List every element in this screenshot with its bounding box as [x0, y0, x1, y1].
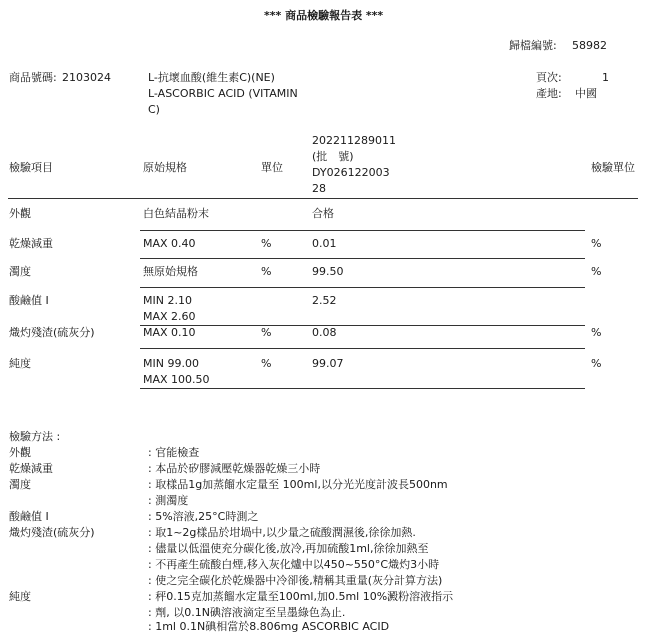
row-item: 乾燥減重	[9, 237, 53, 250]
archive-label: 歸檔編號:	[509, 39, 557, 52]
method-label: 乾燥減重	[9, 462, 53, 475]
row-item: 濁度	[9, 265, 31, 278]
header-spec: 原始規格	[143, 161, 187, 174]
method-text: : 官能檢查	[148, 446, 200, 459]
row-test-unit: %	[591, 265, 602, 278]
method-text: : 使之完全碳化於乾燥器中冷卻後,精稱其重量(灰分計算方法)	[148, 574, 443, 587]
row-result: 0.08	[312, 326, 337, 339]
row-result: 0.01	[312, 237, 337, 250]
row-item: 酸鹼值 I	[9, 294, 49, 307]
row-result: 2.52	[312, 294, 337, 307]
method-label: 酸鹼值 I	[9, 510, 49, 523]
row-spec: MIN 2.10	[143, 294, 192, 307]
row-item: 外觀	[9, 207, 31, 220]
row-unit: %	[261, 237, 272, 250]
report-title: *** 商品檢驗報告表 ***	[264, 9, 384, 22]
row-item: 純度	[9, 357, 31, 370]
row-divider	[140, 258, 585, 259]
method-text: : 取1~2g樣品於坩堝中,以少量之硫酸潤濕後,徐徐加熱.	[148, 526, 416, 539]
archive-number: 58982	[572, 39, 607, 52]
method-text: : 1ml 0.1N碘相當於8.806mg ASCORBIC ACID	[148, 620, 390, 633]
header-unit: 單位	[261, 161, 283, 174]
page-number: 1	[602, 71, 609, 84]
row-divider	[140, 230, 585, 231]
row-test-unit: %	[591, 326, 602, 339]
row-unit: %	[261, 326, 272, 339]
row-spec: MAX 0.10	[143, 326, 196, 339]
header-batch-line1: 202211289011	[312, 134, 396, 147]
origin-value: 中國	[575, 87, 597, 100]
method-text: : 儘量以低溫使充分碳化後,放冷,再加硫酸1ml,徐徐加熱至	[148, 542, 429, 555]
method-text: : 不再產生硫酸白煙,移入灰化爐中以450~550°C熾灼3小時	[148, 558, 440, 571]
row-unit: %	[261, 265, 272, 278]
product-code: 2103024	[62, 71, 111, 84]
product-code-label: 商品號碼:	[9, 71, 57, 84]
header-divider	[8, 198, 638, 199]
row-spec: MAX 0.40	[143, 237, 196, 250]
row-test-unit: %	[591, 237, 602, 250]
row-result: 99.50	[312, 265, 344, 278]
product-name-line1: L-抗壞血酸(維生素C)(NE)	[148, 71, 275, 84]
row-result: 合格	[312, 207, 334, 220]
method-label: 熾灼殘渣(硫灰分)	[9, 526, 95, 539]
method-text: : 測濁度	[148, 494, 189, 507]
product-name-line2: L-ASCORBIC ACID (VITAMIN	[148, 87, 298, 100]
method-text: : 本品於矽膠減壓乾燥器乾燥三小時	[148, 462, 321, 475]
method-label: 濁度	[9, 478, 31, 491]
row-spec-line2: MAX 2.60	[143, 310, 196, 323]
row-spec: 無原始規格	[143, 265, 198, 278]
header-batch-line4: 28	[312, 182, 326, 195]
row-spec-line2: MAX 100.50	[143, 373, 210, 386]
method-text: : 5%溶液,25°C時測之	[148, 510, 259, 523]
row-result: 99.07	[312, 357, 344, 370]
header-batch-line3: DY026122003	[312, 166, 390, 179]
product-name-line3: C)	[148, 103, 160, 116]
header-test-unit: 檢驗單位	[591, 161, 635, 174]
row-item: 熾灼殘渣(硫灰分)	[9, 326, 95, 339]
method-text: : 取樣品1g加蒸餾水定量至 100ml,以分光光度計波長500nm	[148, 478, 448, 491]
row-divider	[140, 287, 585, 288]
header-item: 檢驗項目	[9, 161, 53, 174]
row-spec: MIN 99.00	[143, 357, 199, 370]
origin-label: 產地:	[536, 87, 562, 100]
method-text: : 秤0.15克加蒸餾水定量至100ml,加0.5ml 10%澱粉溶液指示	[148, 590, 454, 603]
row-divider	[140, 388, 585, 389]
row-divider	[140, 325, 585, 326]
method-label: 純度	[9, 590, 31, 603]
row-unit: %	[261, 357, 272, 370]
methods-heading: 檢驗方法 :	[9, 430, 61, 443]
page-label: 頁次:	[536, 71, 562, 84]
row-divider	[140, 348, 585, 349]
row-test-unit: %	[591, 357, 602, 370]
header-batch-line2: (批 號)	[312, 150, 354, 163]
method-label: 外觀	[9, 446, 31, 459]
row-spec: 白色結晶粉末	[143, 207, 209, 220]
method-text: : 劑, 以0.1N碘溶液滴定至呈墨綠色為止.	[148, 606, 346, 619]
